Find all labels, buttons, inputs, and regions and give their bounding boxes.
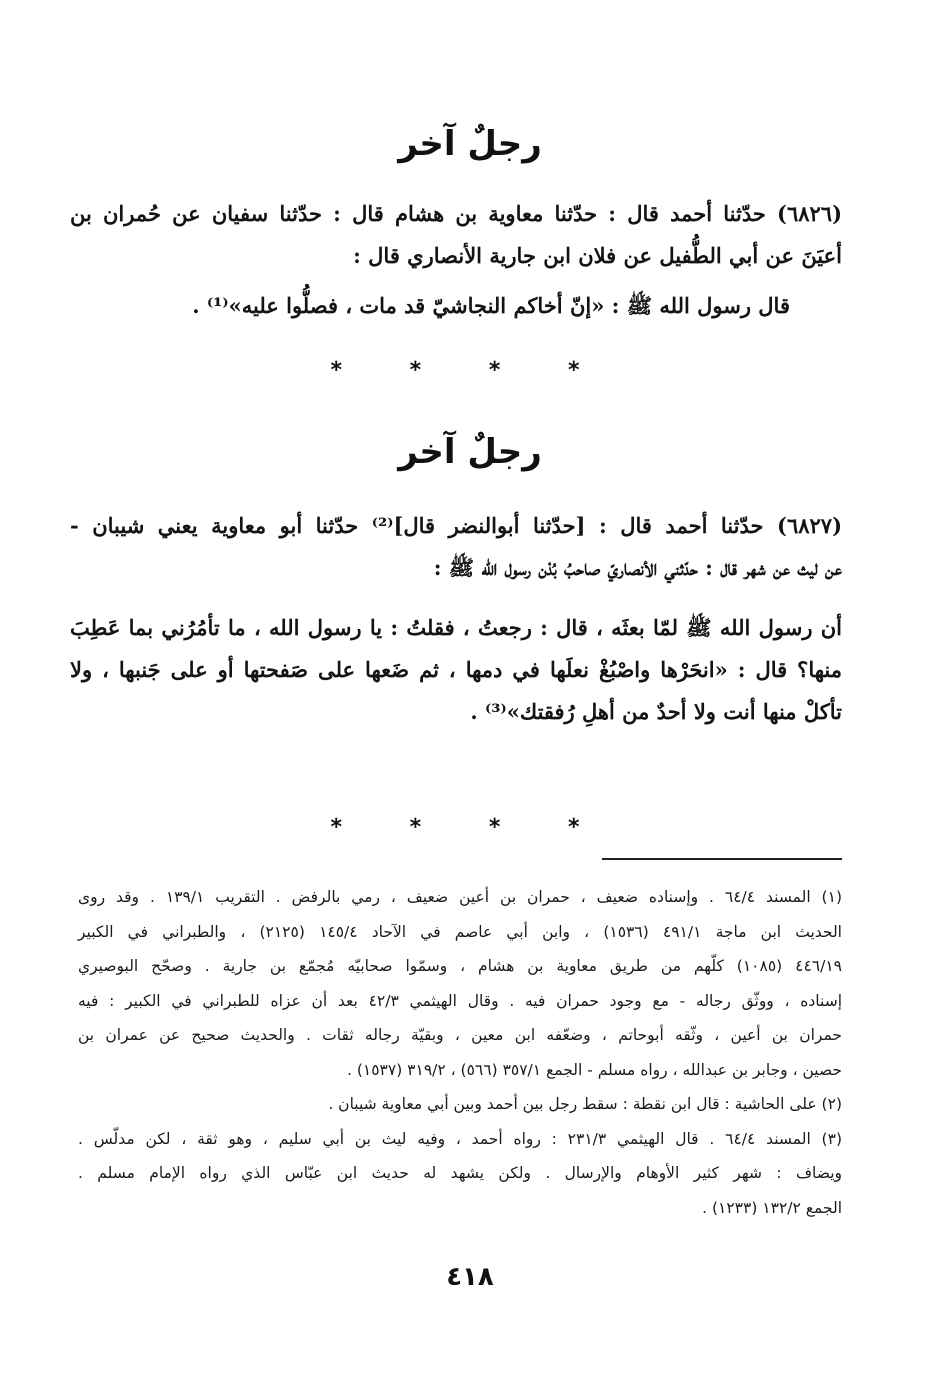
- footnote-line: الحديث ابن ماجة ٤٩١/١ (١٥٣٦) ، وابن أبي عاصم في الآحاد ١٤٥/٤ (٢١٢٥) ، والطبراني في الكبير: [78, 922, 842, 941]
- footnote-line: ٤٤٦/١٩ (١٠٨٥) كلّهم من طريق معاوية بن هشام ، وسمّوا صحابيّه مُجمّع بن جارية . وصحّح البوصيري: [78, 957, 842, 975]
- page-number: ٤١٨: [446, 1262, 494, 1292]
- section-divider-stars: * * * *: [330, 358, 610, 383]
- footnote-line: حصين ، وجابر بن عبدالله ، رواه مسلم - الجمع ٣٥٧/١ (٥٦٦) ، ٣١٩/٢ (١٥٣٧) .: [346, 1060, 842, 1079]
- entry-line: (٦٨٢٧) حدّثنا أحمد قال : [حدّثنا أبوالنضر قال]⁽²⁾ حدّثنا أبو معاوية يعني شيبان -: [70, 513, 842, 538]
- hadith-entry-6826: [70, 193, 842, 327]
- section-divider-stars: * * * *: [330, 815, 610, 840]
- footnote-line: الجمع ١٣٢/٢ (١٢٣٣) .: [702, 1198, 842, 1217]
- entry-line: أعيَنَ عن أبي الطُّفيل عن فلان ابن جارية الأنصاري قال :: [353, 243, 842, 268]
- footnote-line: حمران بن أعين ، وثّقه أبوحاتم ، وضعّفه ابن معين ، وبقيّة رجاله ثقات . والحديث صحيح عن عمران بن: [78, 1026, 842, 1044]
- hadith-entry-6827: [70, 505, 842, 733]
- entry-line: أن رسول الله ﷺ لمّا بعثَه ، قال : رجعتُ ، فقلتُ : يا رسول الله ، ما تأمُرُني بما عَطِبَ: [70, 615, 842, 640]
- footnote-line: ويضاف : شهر كثير الأوهام والإرسال . ولكن يشهد له حديث ابن عبّاس الذي رواه الإمام مسلم .: [78, 1164, 842, 1182]
- section-heading-1: رجلٌ آخر: [398, 124, 542, 164]
- entry-line: منها؟ قال : «انحَرْها واصْبُغْ نعلَها في دمها ، ثم ضَعها على صَفحتها أو على جَنبها ، ولا: [70, 657, 842, 682]
- footnote-separator: [602, 858, 842, 860]
- section-heading-2: رجلٌ آخر: [398, 432, 542, 472]
- footnote-line: إسناده ، ووثّق رجاله - مع وجود حمران فيه . وقال الهيثمي ٤٢/٣ بعد أن عزاه للطبراني في الكبير : فيه: [78, 991, 842, 1010]
- entry-line: قال رسول الله ﷺ : «إنّ أخاكم النجاشيّ قد مات ، فصلُّوا عليه»⁽¹⁾ .: [192, 293, 790, 318]
- entry-line: (٦٨٢٦) حدّثنا أحمد قال : حدّثنا معاوية بن هشام قال : حدّثنا سفيان عن حُمران بن: [70, 201, 842, 226]
- entry-line: عن ليث عن شهر قال : حدّثني الأنصاريّ صاحبُ بُدْن رسول الله ﷺ :: [433, 555, 842, 580]
- footnotes: [78, 880, 842, 1225]
- footnote-line: (٣) المسند ٦٤/٤ . قال الهيثمي ٢٣١/٣ : رواه أحمد ، وفيه ليث بن أبي سليم ، وهو ثقة ، لكن مدلّس .: [78, 1129, 842, 1148]
- footnote-line: (١) المسند ٦٤/٤ . وإسناده ضعيف ، حمران بن أعين ضعيف ، رمي بالرفض . التقريب ١٣٩/١ . وقد روى: [78, 888, 842, 906]
- entry-line: تأكلْ منها أنت ولا أحدٌ من أهلِ رُفقتك»⁽³⁾ .: [470, 699, 842, 724]
- footnote-line: (٢) على الحاشية : قال ابن نقطة : سقط رجل بين أحمد وبين أبي معاوية شيبان .: [328, 1095, 842, 1113]
